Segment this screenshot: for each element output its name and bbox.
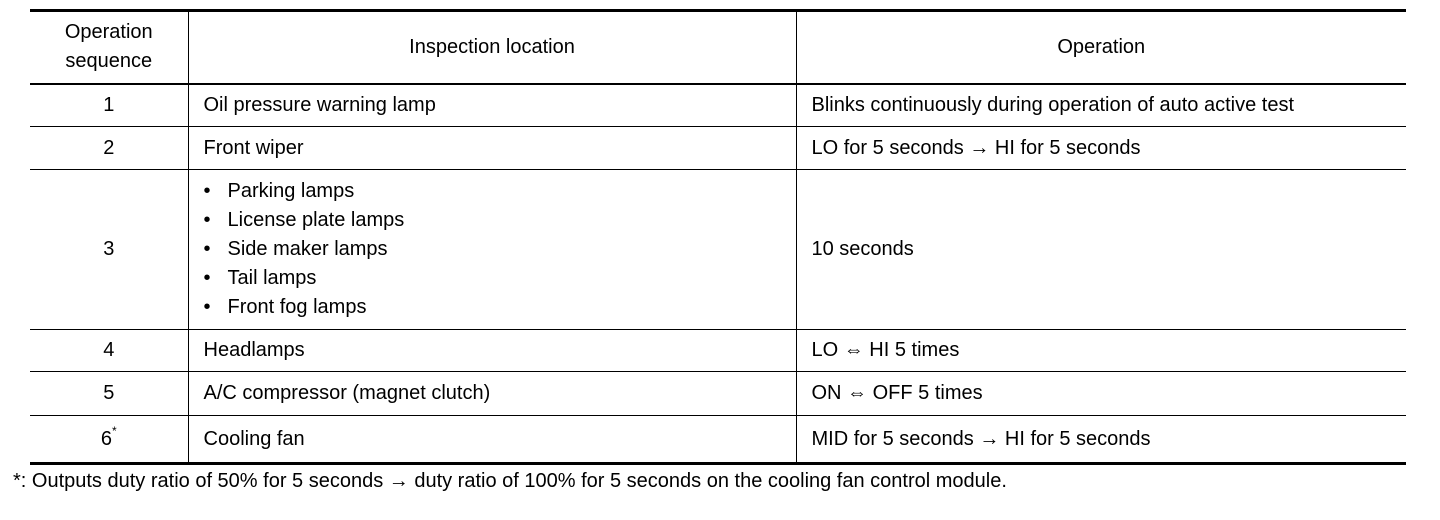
header-sequence-line-2: sequence [65,50,153,73]
list-item: • License plate lamps [204,206,796,235]
sequence-cell: 3 [30,170,188,330]
operation-cell: ON ⇔ OFF 5 times [796,372,1406,416]
sequence-cell: 5 [30,372,188,416]
header-operation: Operation [796,11,1406,84]
table-row [30,127,1406,170]
location-cell: Oil pressure warning lamp [188,84,796,127]
location-cell: Headlamps [188,330,796,372]
list-item: • Front fog lamps [204,293,796,322]
operation-cell: 10 seconds [796,170,1406,330]
location-cell: Front wiper [188,127,796,170]
location-cell: A/C compressor (magnet clutch) [188,372,796,416]
operation-cell: Blinks continuously during operation of auto active test [796,84,1406,127]
list-item: • Side maker lamps [204,235,796,264]
table-header-row [30,11,1406,84]
table-row [30,372,1406,416]
location-cell [188,170,796,330]
operation-cell: LO for 5 seconds → HI for 5 seconds [796,127,1406,170]
sequence-cell: 1 [30,84,188,127]
header-sequence-line-1: Operation [64,21,153,44]
sequence-cell: 4 [30,330,188,372]
header-inspection-location: Inspection location [188,11,796,84]
table-row [30,330,1406,372]
footnote: *: Outputs duty ratio of 50% for 5 seconds → duty ratio of 100% for 5 seconds on the cooling fan control module. [13,470,1007,492]
lamp-list [204,177,796,322]
table-row [30,416,1406,464]
sequence-cell: 2 [30,127,188,170]
list-item: • Parking lamps [204,177,796,206]
inspection-table [30,9,1406,465]
inspection-table-container [30,9,1406,465]
operation-cell: LO ⇔ HI 5 times [796,330,1406,372]
operation-cell: MID for 5 seconds → HI for 5 seconds [796,416,1406,464]
sequence-number: 6 [100,427,112,450]
footnote-marker: * [111,423,117,438]
location-cell: Cooling fan [188,416,796,464]
table-row [30,84,1406,127]
header-operation-sequence [30,11,188,84]
list-item: • Tail lamps [204,264,796,293]
sequence-cell [30,416,188,464]
table-row [30,170,1406,330]
